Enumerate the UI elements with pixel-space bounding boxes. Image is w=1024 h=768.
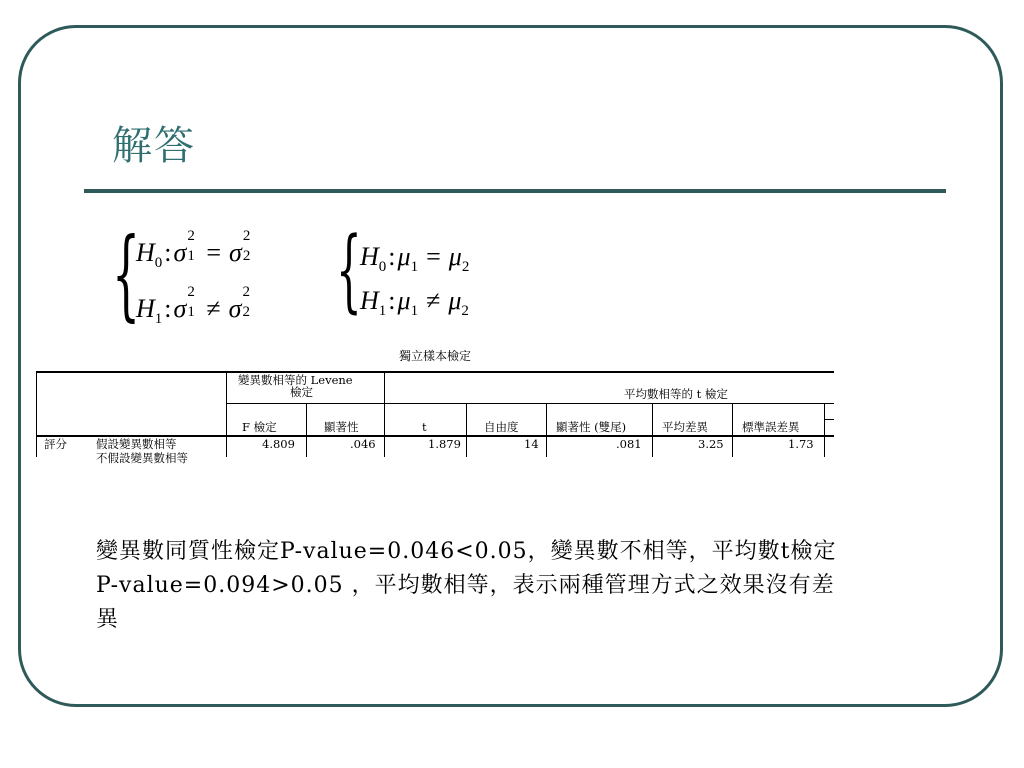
- variance-h1: $H_1:\sigma$ 2 1 ≠ σ 2 2: [136, 284, 250, 327]
- divider-col-6: [732, 403, 733, 457]
- slide-title: 解答: [112, 123, 196, 169]
- col-header-se-diff: 標準誤差異: [742, 420, 800, 434]
- mean-brace: {: [336, 218, 362, 323]
- divider-col-4: [546, 403, 547, 457]
- divider-col-1: [306, 403, 307, 457]
- mean-h0: $H_0:\mu_1 = \mu_2$: [360, 242, 470, 275]
- col-header-f: F 檢定: [242, 420, 277, 434]
- table-title: 獨立樣本檢定: [398, 349, 471, 363]
- divider-col-3: [466, 403, 467, 457]
- col-header-mean-diff: 平均差異: [662, 420, 708, 434]
- conclusion-line-3: 異: [96, 607, 120, 632]
- variance-brace: {: [112, 218, 141, 332]
- independent-samples-test-table: [36, 343, 834, 465]
- header-subdivider: [226, 403, 834, 404]
- mean-h1: $H_1:\mu_1 \ne \mu_2$: [360, 286, 469, 319]
- divider-col-5: [652, 403, 653, 457]
- row1-mean-diff: 3.25: [698, 437, 724, 451]
- row-label: 評分: [44, 437, 67, 451]
- col-header-sig-two-tailed: 顯著性 (雙尾): [556, 420, 627, 434]
- variance-hypotheses: [112, 218, 312, 336]
- row1-se-diff: 1.73: [788, 437, 814, 451]
- title-divider: [84, 189, 946, 193]
- table-top-border: [36, 371, 834, 373]
- row1-f: 4.809: [262, 437, 295, 451]
- divider-col-7: [824, 403, 825, 457]
- mean-hypotheses: [336, 218, 536, 326]
- conclusion-text: [96, 535, 941, 637]
- variance-h0: $H_0:\sigma$ 2 1 = σ 2 2: [136, 228, 251, 271]
- levene-header-line1: 變異數相等的 Levene: [238, 373, 353, 387]
- row1-assumption: 假設變異數相等: [96, 437, 177, 451]
- row2-assumption: 不假設變異數相等: [96, 451, 188, 465]
- row1-df: 14: [524, 437, 539, 451]
- row1-t: 1.879: [428, 437, 461, 451]
- divider-levene-ttest: [384, 371, 385, 457]
- ttest-header: 平均數相等的 t 檢定: [624, 387, 728, 401]
- trailing-tick: [824, 419, 834, 420]
- col-header-sig: 顯著性: [324, 420, 359, 434]
- levene-header-line2: 檢定: [290, 385, 313, 399]
- divider-stub: [226, 371, 227, 457]
- conclusion-line-1: 變異數同質性檢定P-value=0.046<0.05，變異數不相等，平均數t檢定: [96, 539, 837, 564]
- col-header-df: 自由度: [484, 420, 519, 434]
- row1-sig: .046: [350, 437, 376, 451]
- table-left-border: [36, 371, 37, 457]
- row1-sig-two-tailed: .081: [616, 437, 642, 451]
- conclusion-line-2: P-value=0.094>0.05 ，平均數相等，表示兩種管理方式之效果沒有差: [96, 573, 835, 598]
- col-header-t: t: [422, 420, 427, 434]
